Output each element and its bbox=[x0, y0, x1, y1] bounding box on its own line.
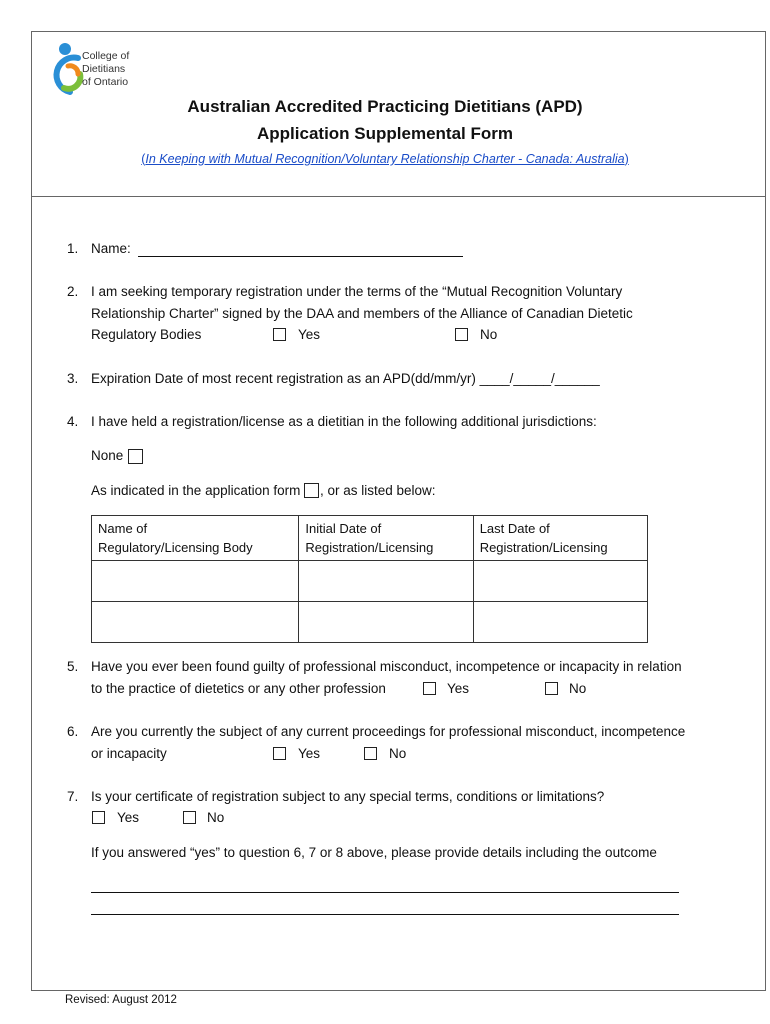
subtitle-open-paren: ( bbox=[141, 152, 146, 166]
table-cell[interactable] bbox=[92, 561, 299, 602]
q4-none-label: None bbox=[91, 448, 124, 463]
q5-yes-checkbox[interactable] bbox=[423, 682, 436, 695]
charter-link[interactable]: In Keeping with Mutual Recognition/Voluntary Relationship Charter - Canada: Australia bbox=[145, 152, 625, 166]
q5-no-label: No bbox=[569, 681, 587, 696]
table-row bbox=[92, 561, 648, 602]
details-input-line-2[interactable] bbox=[91, 914, 679, 915]
table-cell[interactable] bbox=[299, 561, 473, 602]
q6-number: 6. bbox=[67, 724, 79, 739]
q2-no-checkbox[interactable] bbox=[455, 328, 468, 341]
q6-yes-checkbox[interactable] bbox=[273, 747, 286, 760]
header-last-date-line-1: Last Date of bbox=[479, 521, 550, 536]
table-cell[interactable] bbox=[299, 602, 473, 643]
q7-no-label: No bbox=[207, 810, 225, 825]
subtitle-close-paren: ) bbox=[624, 152, 629, 166]
q5-no-checkbox[interactable] bbox=[545, 682, 558, 695]
table-cell[interactable] bbox=[473, 561, 647, 602]
form-title: Australian Accredited Practicing Dietitians (APD) bbox=[187, 97, 583, 116]
q4-as-indicated-checkbox[interactable] bbox=[304, 483, 319, 498]
organization-line-3: of Ontario bbox=[82, 76, 129, 88]
jurisdictions-table bbox=[91, 515, 648, 643]
q2-number: 2. bbox=[67, 284, 79, 299]
q2-yes-checkbox[interactable] bbox=[273, 328, 286, 341]
name-input-line[interactable] bbox=[138, 256, 463, 257]
q7-no-checkbox[interactable] bbox=[183, 811, 196, 824]
header-regulatory-body-line-1: Name of bbox=[98, 521, 148, 536]
q6-line-2: or incapacity bbox=[91, 746, 167, 761]
q5-yes-label: Yes bbox=[447, 681, 470, 696]
q6-line-1: Are you currently the subject of any current proceedings for professional misconduct, incompetence bbox=[91, 724, 686, 739]
q2-line-3: Regulatory Bodies bbox=[91, 327, 202, 342]
header-regulatory-body bbox=[92, 516, 299, 561]
q6-no-label: No bbox=[389, 746, 407, 761]
q3-expiration-date[interactable]: Expiration Date of most recent registration as an APD(dd/mm/yr) ____/_____/______ bbox=[91, 371, 600, 386]
header-last-date-line-2: Registration/Licensing bbox=[479, 540, 608, 555]
charter-link-line bbox=[0, 152, 770, 166]
q5-number: 5. bbox=[67, 659, 79, 674]
q5-line-2: to the practice of dietetics or any other profession bbox=[91, 681, 386, 696]
header-last-date bbox=[473, 516, 647, 561]
q7-followup: If you answered “yes” to question 6, 7 or 8 above, please provide details including the outcome bbox=[91, 845, 657, 860]
q7-line-1: Is your certificate of registration subject to any special terms, conditions or limitations? bbox=[91, 789, 605, 804]
details-input-line-1[interactable] bbox=[91, 892, 679, 893]
q1-label: Name: bbox=[91, 241, 131, 256]
organization-line-1: College of bbox=[82, 50, 130, 62]
q6-no-checkbox[interactable] bbox=[364, 747, 377, 760]
table-cell[interactable] bbox=[92, 602, 299, 643]
q4-number: 4. bbox=[67, 414, 79, 429]
table-header-row bbox=[92, 516, 648, 561]
organization-name bbox=[82, 50, 129, 89]
header-divider bbox=[31, 196, 766, 197]
table-cell[interactable] bbox=[473, 602, 647, 643]
q2-line-2: Relationship Charter” signed by the DAA and members of the Alliance of Canadian Dietetic bbox=[91, 306, 633, 321]
q3-number: 3. bbox=[67, 371, 79, 386]
organization-line-2: Dietitians bbox=[82, 63, 126, 75]
header-initial-date-line-2: Registration/Licensing bbox=[305, 540, 434, 555]
header-initial-date-line-1: Initial Date of bbox=[305, 521, 382, 536]
q4-or-listed-label: , or as listed below: bbox=[320, 483, 436, 498]
q4-as-indicated-label: As indicated in the application form bbox=[91, 483, 301, 498]
q7-number: 7. bbox=[67, 789, 79, 804]
q7-yes-label: Yes bbox=[117, 810, 140, 825]
q2-no-label: No bbox=[480, 327, 498, 342]
header-regulatory-body-line-2: Regulatory/Licensing Body bbox=[98, 540, 253, 555]
revised-date: Revised: August 2012 bbox=[65, 994, 177, 1006]
header-initial-date bbox=[299, 516, 473, 561]
q7-yes-checkbox[interactable] bbox=[92, 811, 105, 824]
q4-none-checkbox[interactable] bbox=[128, 449, 143, 464]
table-row bbox=[92, 602, 648, 643]
form-subtitle-title: Application Supplemental Form bbox=[257, 124, 513, 143]
q2-yes-label: Yes bbox=[298, 327, 321, 342]
q4-text: I have held a registration/license as a dietitian in the following additional jurisdictions: bbox=[91, 414, 597, 429]
q6-yes-label: Yes bbox=[298, 746, 321, 761]
q5-line-1: Have you ever been found guilty of professional misconduct, incompetence or incapacity in relation bbox=[91, 659, 682, 674]
q2-line-1: I am seeking temporary registration under the terms of the “Mutual Recognition Voluntary bbox=[91, 284, 623, 299]
q1-number: 1. bbox=[67, 241, 79, 256]
